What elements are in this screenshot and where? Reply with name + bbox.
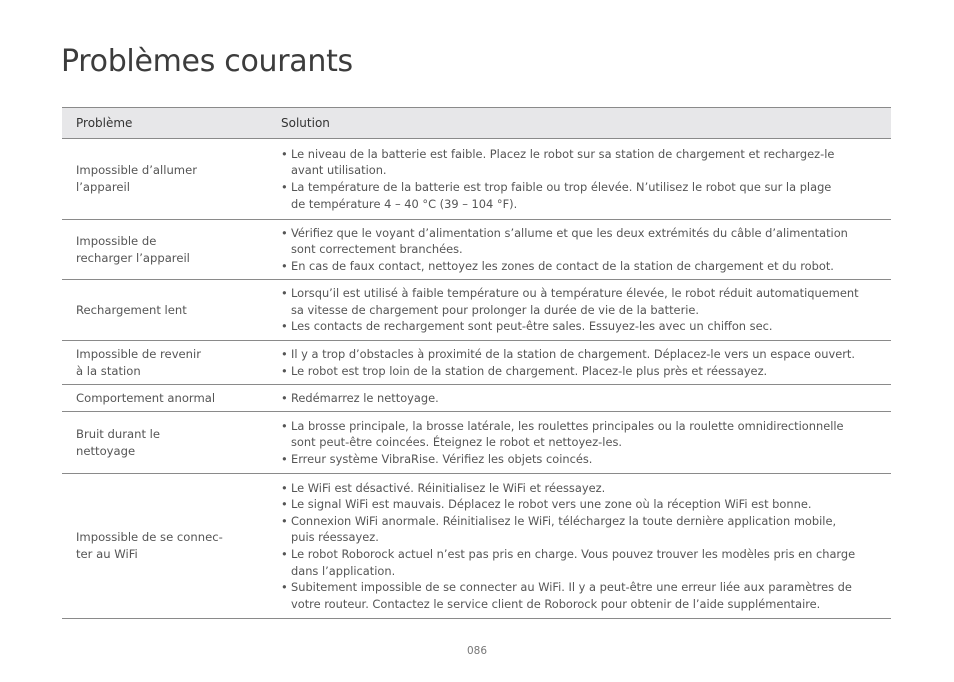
problem-text: Comportement anormal — [76, 390, 216, 405]
troubleshooting-table — [62, 107, 891, 619]
table-row — [62, 139, 891, 220]
solution-text: dans l’application. — [291, 563, 396, 578]
problem-text: l’appareil — [76, 180, 130, 194]
table-row — [62, 412, 891, 474]
solution-cell — [281, 390, 891, 407]
problem-text: ter au WiFi — [76, 547, 138, 561]
problem-cell — [62, 426, 281, 459]
solution-text: • Il y a trop d’obstacles à proximité de la station de chargement. Déplacez-le vers un espace ouvert. — [291, 346, 856, 361]
table-row — [62, 385, 891, 412]
solution-list — [281, 285, 887, 335]
problem-text: Impossible de se connec- — [76, 530, 223, 545]
solution-cell — [281, 418, 891, 468]
solution-text: de température 4 – 40 °C (39 – 104 °F). — [291, 196, 518, 211]
table-row — [62, 474, 891, 619]
table-row — [62, 280, 891, 341]
solution-item — [281, 451, 887, 468]
page-title: Problèmes courants — [61, 44, 353, 79]
solution-cell — [281, 346, 891, 379]
problem-cell — [62, 390, 281, 407]
solution-item — [281, 285, 887, 318]
solution-item — [281, 496, 887, 513]
solution-text: • Lorsqu’il est utilisé à faible température ou à température élevée, le robot réduit automatiquement — [291, 286, 859, 301]
solution-text: sa vitesse de chargement pour prolonger la durée de vie de la batterie. — [291, 302, 700, 317]
solution-text: • Erreur système VibraRise. Vérifiez les objets coincés. — [291, 451, 593, 466]
problem-text: Impossible de — [76, 233, 157, 248]
solution-text: • Subitement impossible de se connecter au WiFi. Il y a peut-être une erreur liée aux paramètres de — [291, 580, 852, 595]
problem-cell — [62, 233, 281, 266]
solution-item — [281, 225, 887, 258]
solution-item — [281, 579, 887, 612]
solution-cell — [281, 285, 891, 335]
solution-text: puis réessayez. — [291, 530, 379, 545]
problem-text: Bruit durant le — [76, 426, 161, 441]
table-row — [62, 220, 891, 280]
solution-text: • Les contacts de rechargement sont peut-être sales. Essuyez-les avec un chiffon sec. — [291, 319, 773, 334]
solution-list — [281, 146, 887, 212]
solution-text: • Le robot Roborock actuel n’est pas pris en charge. Vous pouvez trouver les modèles pris en charge — [291, 547, 856, 561]
solution-cell — [281, 146, 891, 212]
solution-item — [281, 318, 887, 335]
solution-text: avant utilisation. — [291, 163, 387, 178]
solution-list — [281, 225, 887, 275]
solution-text: sont correctement branchées. — [291, 242, 463, 257]
solution-text: votre routeur. Contactez le service client de Roborock pour obtenir de l’aide supplémentaire. — [291, 596, 821, 611]
solution-text: • Le signal WiFi est mauvais. Déplacez le robot vers une zone où la réception WiFi est bonne. — [291, 497, 812, 512]
solution-text: • La température de la batterie est trop faible ou trop élevée. N’utilisez le robot que sur la plage — [291, 180, 832, 194]
solution-text: • Connexion WiFi anormale. Réinitialisez le WiFi, téléchargez la toute dernière application mobile, — [291, 513, 837, 528]
problem-text: recharger l’appareil — [76, 250, 190, 265]
header-problem: Problème — [76, 115, 133, 130]
problem-cell — [62, 529, 281, 562]
solution-item — [281, 258, 887, 275]
solution-text: • Le WiFi est désactivé. Réinitialisez le WiFi et réessayez. — [291, 480, 606, 495]
solution-text: • Le niveau de la batterie est faible. Placez le robot sur sa station de chargement et rechargez-le — [291, 146, 835, 161]
table-header-row — [62, 108, 891, 139]
solution-list — [281, 480, 887, 613]
solution-cell — [281, 225, 891, 275]
problem-text: Impossible d’allumer — [76, 163, 197, 178]
solution-item — [281, 418, 887, 451]
solution-item — [281, 179, 887, 212]
header-solution: Solution — [281, 115, 330, 130]
problem-cell — [62, 302, 281, 319]
solution-text: • La brosse principale, la brosse latérale, les roulettes principales ou la roulette omnidirectionnelle — [291, 418, 844, 433]
page-number: 086 — [466, 645, 488, 657]
problem-text: nettoyage — [76, 443, 136, 458]
solution-item — [281, 363, 887, 380]
solution-text: • Vérifiez que le voyant d’alimentation s’allume et que les deux extrémités du câble d’alimentation — [291, 225, 848, 240]
solution-item — [281, 513, 887, 546]
problem-cell — [62, 162, 281, 195]
solution-text: • Le robot est trop loin de la station de chargement. Placez-le plus près et réessayez. — [291, 363, 768, 378]
solution-cell — [281, 480, 891, 613]
table-row — [62, 341, 891, 385]
solution-item — [281, 146, 887, 179]
solution-item — [281, 480, 887, 497]
solution-text: • Redémarrez le nettoyage. — [291, 390, 439, 405]
problem-text: Rechargement lent — [76, 302, 187, 317]
solution-text: sont peut-être coincées. Éteignez le robot et nettoyez-les. — [291, 435, 623, 450]
solution-item — [281, 390, 887, 407]
solution-list — [281, 390, 887, 407]
problem-text: à la station — [76, 363, 141, 378]
solution-list — [281, 346, 887, 379]
problem-cell — [62, 346, 281, 379]
solution-list — [281, 418, 887, 468]
solution-text: • En cas de faux contact, nettoyez les zones de contact de la station de chargement et du robot. — [291, 258, 834, 273]
problem-text: Impossible de revenir — [76, 346, 202, 361]
solution-item — [281, 546, 887, 579]
solution-item — [281, 346, 887, 363]
